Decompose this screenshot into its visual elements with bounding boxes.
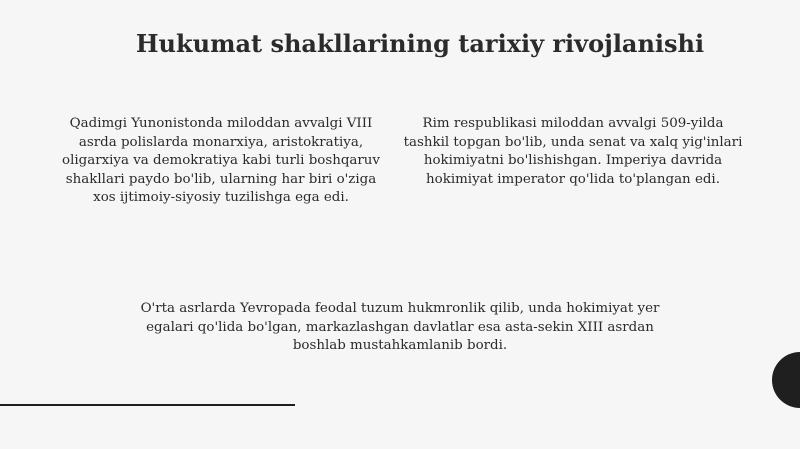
paragraph-ancient-greece: Qadimgi Yunonistonda miloddan avvalgi VIII asrda polislarda monarxiya, aristokratiya, oligarxiya va demokratiya kabi turli boshqaruv shakllari paydo bo'lib, ularning har biri o'ziga xos ijtimoiy-siyosiy tuzilishga ega edi. <box>62 116 380 205</box>
slide-title: Hukumat shakllarining tarixiy rivojlanishi <box>135 29 705 58</box>
paragraph-middle-ages: O'rta asrlarda Yevropada feodal tuzum hukmronlik qilib, unda hokimiyat yer egalari qo'lida bo'lgan, markazlashgan davlatlar esa asta-sekin XIII asrdan boshlab mustahkamlanib bordi. <box>140 301 660 353</box>
decorative-divider-line <box>0 404 295 406</box>
paragraph-roman-republic: Rim respublikasi miloddan avvalgi 509-yilda tashkil topgan bo'lib, unda senat va xalq yig'inlari hokimiyatni bo'lishishgan. Imperiya davrida hokimiyat imperator qo'lida to'plangan edi. <box>403 116 743 187</box>
decorative-circle <box>772 352 800 408</box>
